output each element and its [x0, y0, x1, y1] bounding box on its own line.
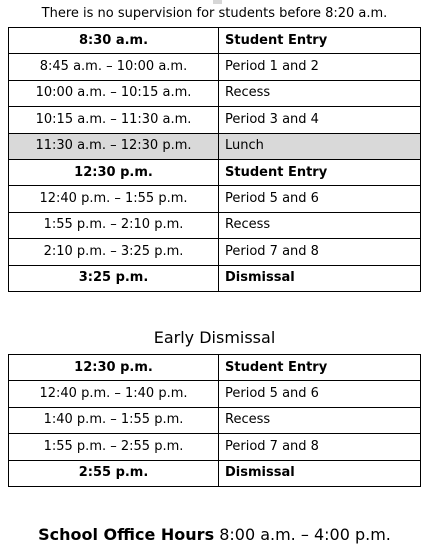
event-cell: Period 3 and 4: [219, 107, 421, 133]
time-cell: 1:55 p.m. – 2:55 p.m.: [9, 434, 219, 460]
event-cell: Period 5 and 6: [219, 381, 421, 407]
schedule-row: [9, 381, 421, 407]
early-dismissal-table: [8, 354, 421, 487]
time-cell: 1:55 p.m. – 2:10 p.m.: [9, 212, 219, 238]
time-cell: 2:10 p.m. – 3:25 p.m.: [9, 239, 219, 265]
event-cell: Period 7 and 8: [219, 434, 421, 460]
time-cell: 8:45 a.m. – 10:00 a.m.: [9, 54, 219, 80]
time-cell: 2:55 p.m.: [9, 460, 219, 486]
regular-schedule-table: [8, 27, 421, 292]
office-hours-value: 8:00 a.m. – 4:00 p.m.: [219, 525, 391, 544]
event-cell: Recess: [219, 407, 421, 433]
schedule-row: [9, 54, 421, 80]
time-cell: 10:00 a.m. – 10:15 a.m.: [9, 80, 219, 106]
office-hours-label: School Office Hours: [38, 525, 215, 544]
time-cell: 10:15 a.m. – 11:30 a.m.: [9, 107, 219, 133]
schedule-row: [9, 265, 421, 291]
event-cell: Dismissal: [219, 460, 421, 486]
event-cell: Dismissal: [219, 265, 421, 291]
schedule-row: [9, 460, 421, 486]
time-cell: 3:25 p.m.: [9, 265, 219, 291]
time-cell: 12:30 p.m.: [9, 159, 219, 185]
event-cell: Period 1 and 2: [219, 54, 421, 80]
event-cell: Period 5 and 6: [219, 186, 421, 212]
lunch-row: [9, 133, 421, 159]
event-cell: Lunch: [219, 133, 421, 159]
schedule-row: [9, 28, 421, 54]
schedule-row: [9, 159, 421, 185]
event-cell: Period 7 and 8: [219, 239, 421, 265]
schedule-row: [9, 434, 421, 460]
time-cell: 8:30 a.m.: [9, 28, 219, 54]
schedule-row: [9, 407, 421, 433]
schedule-row: [9, 186, 421, 212]
event-cell: Recess: [219, 80, 421, 106]
time-cell: 12:30 p.m.: [9, 355, 219, 381]
event-cell: Student Entry: [219, 159, 421, 185]
early-dismissal-heading: Early Dismissal: [153, 328, 276, 347]
schedule-row: [9, 107, 421, 133]
schedule-row: [9, 80, 421, 106]
page-top-marker: [213, 0, 222, 4]
event-cell: Recess: [219, 212, 421, 238]
time-cell: 11:30 a.m. – 12:30 p.m.: [9, 133, 219, 159]
schedule-row: [9, 355, 421, 381]
event-cell: Student Entry: [219, 355, 421, 381]
time-cell: 1:40 p.m. – 1:55 p.m.: [9, 407, 219, 433]
time-cell: 12:40 p.m. – 1:40 p.m.: [9, 381, 219, 407]
schedule-row: [9, 239, 421, 265]
office-hours: [0, 525, 429, 545]
event-cell: Student Entry: [219, 28, 421, 54]
schedule-row: [9, 212, 421, 238]
time-cell: 12:40 p.m. – 1:55 p.m.: [9, 186, 219, 212]
supervision-notice: There is no supervision for students before 8:20 a.m.: [41, 6, 388, 21]
